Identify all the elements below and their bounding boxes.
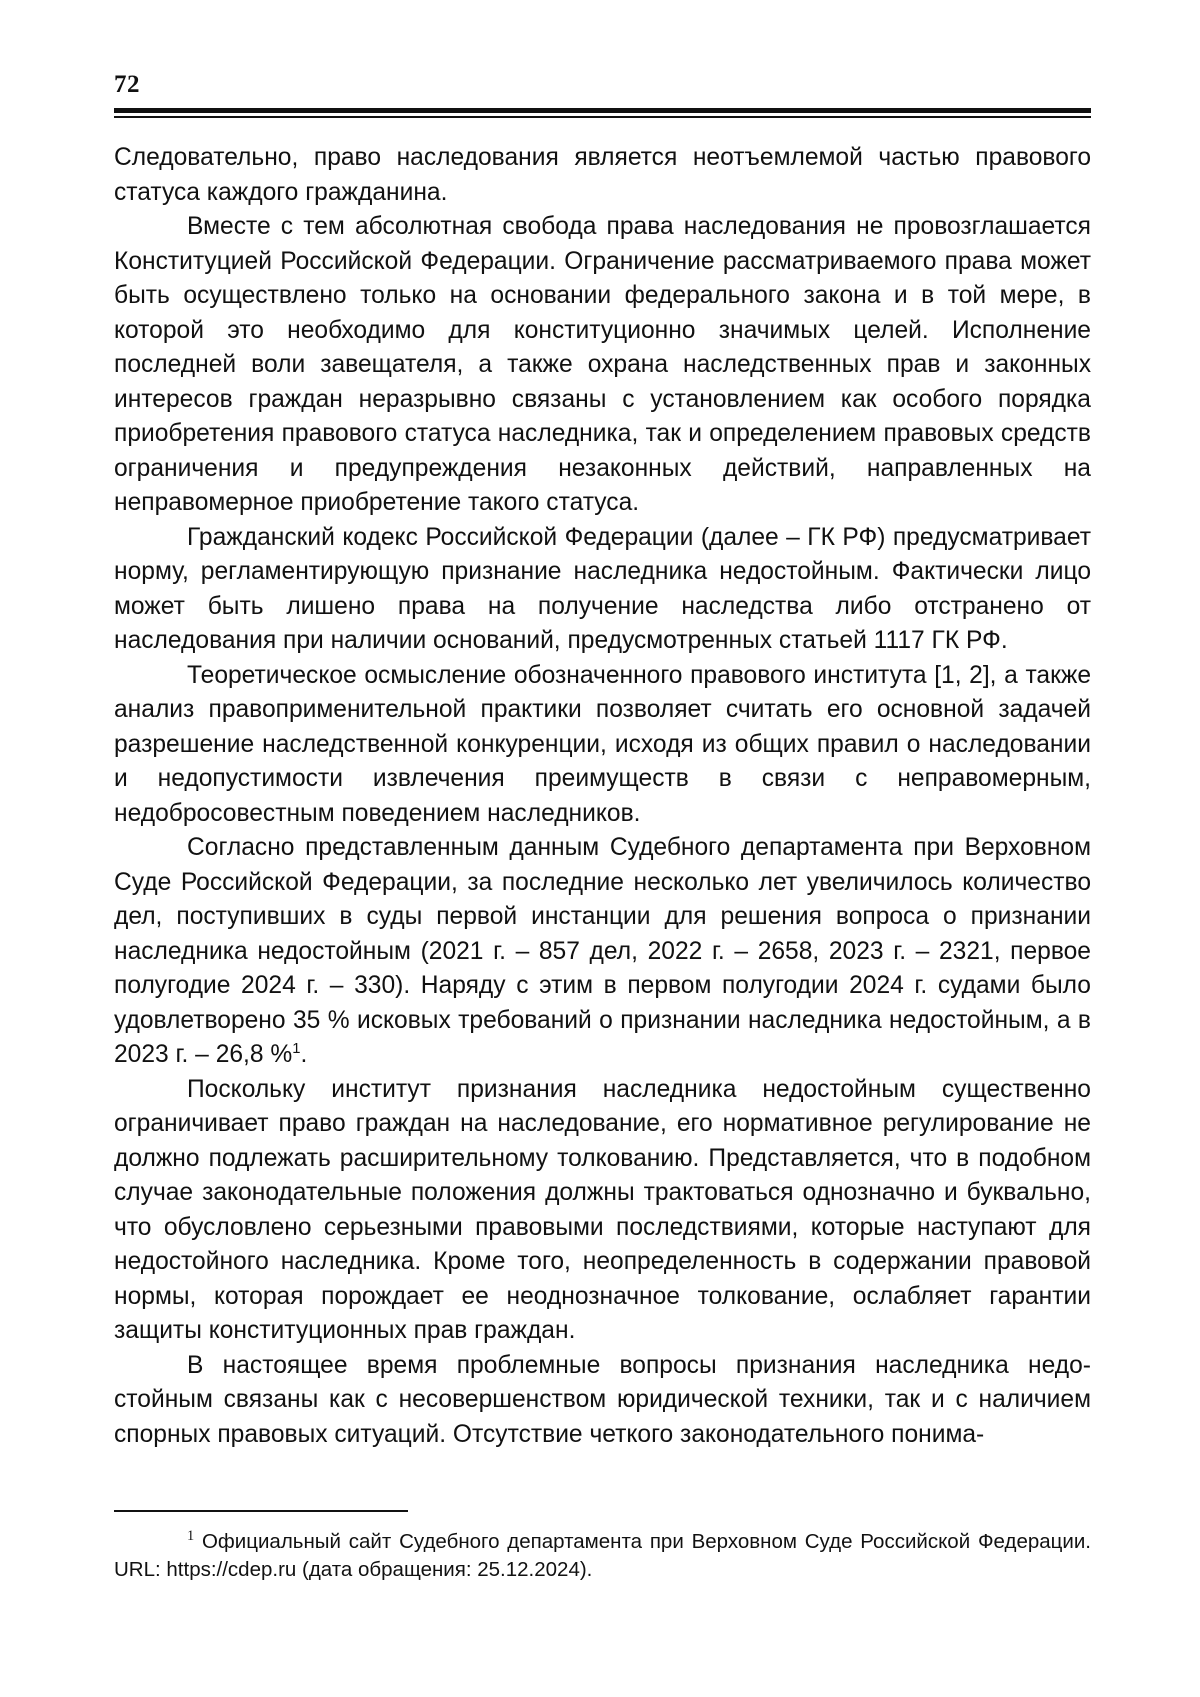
paragraph-6: Поскольку институт признания наследника недостойным существенно ограничивает право граждан на наследование, его нормативное регулирование не должно подлежать расширительному толкованию. Представляется, что в подобном случае законодательные положения должны трактоваться однозначно и буквально, что обусловлено серьезными правовыми последствиями, которые наступают для недостойного наследника. Кроме того, неопределенность в содержании правовой нормы, которая порождает ее неоднозначное толкование, ослабляет гарантии защиты конституционных прав граждан. [114,1075,1091,1344]
paragraph-1: Следовательно, право наследования является неотъемлемой частью правового статуса каждого гражданина. [114,144,1091,206]
paragraph-5-tail: . [300,1041,308,1068]
footnote [114,1528,1091,1584]
paragraph-5 [114,831,1091,1073]
header-rule-thin [114,116,1091,118]
page-number: 72 [114,71,140,98]
paragraph-2: Вместе с тем абсолютная свобода права наследования не провозглашается Конституцией Российской Федерации. Ограничение рассматриваемого права может быть осуществлено только на основании федерального закона и в той мере, в которой это необходимо для конституционно значимых целей. Исполнение последней воли завещателя, а также охрана наследственных прав и законных интересов граждан неразрывно связаны с установлением как особого порядка приобретения правового статуса наследника, так и определением правовых средств ограничения и предупреждения незаконных действий, направленных на неправомерное приобретение такого статуса. [114,213,1091,516]
body-text [114,141,1091,1452]
paragraph-7: В настоящее время проблемные вопросы признания наследника недостойным связаны как с несовершенством юридической техники, так и с наличием спорных правовых ситуаций. Отсутствие четкого законодательного понима- [114,1351,1091,1448]
footnote-marker: 1 [187,1528,195,1545]
paragraph-4: Теоретическое осмысление обозначенного правового института [1, 2], а также анализ правоприменительной практики позволяет считать его основной задачей разрешение наследственной конкуренции, исходя из общих правил о наследовании и недопустимости извлечения преимуществ в связи с неправомерным, недобросовестным поведением наследников. [114,661,1091,827]
footnote-text: Официальный сайт Судебного департамента при Верховном Суде Российской Федерации. URL: https://cdep.ru (дата обращения: 25.12.2024). [114,1530,1091,1581]
paragraph-5-text: Согласно представленным данным Судебного департамента при Верховном Суде Российской Федерации, за последние несколько лет увеличилось количество дел, поступивших в суды первой инстанции для решения вопроса о признании наследника недостойным (2021 г. – 857 дел, 2022 г. – 2658, 2023 г. – 2321, первое полугодие 2024 г. – 330). Наряду с этим в первом полугодии 2024 г. судами было удовлетворено 35 % исковых требований о признании наследника недостойным, а в 2023 г. – 26,8 % [114,834,1091,1068]
footnote-separator [114,1510,408,1512]
header-rule-thick [114,108,1091,113]
footnote-reference[interactable]: 1 [292,1040,301,1057]
paragraph-3: Гражданский кодекс Российской Федерации (далее – ГК РФ) предусматривает норму, регламентирующую признание наследника недостойным. Фактически лицо может быть лишено права на получение наследства либо отстранено от наследования при наличии оснований, предусмотренных статьей 1117 ГК РФ. [114,523,1091,654]
